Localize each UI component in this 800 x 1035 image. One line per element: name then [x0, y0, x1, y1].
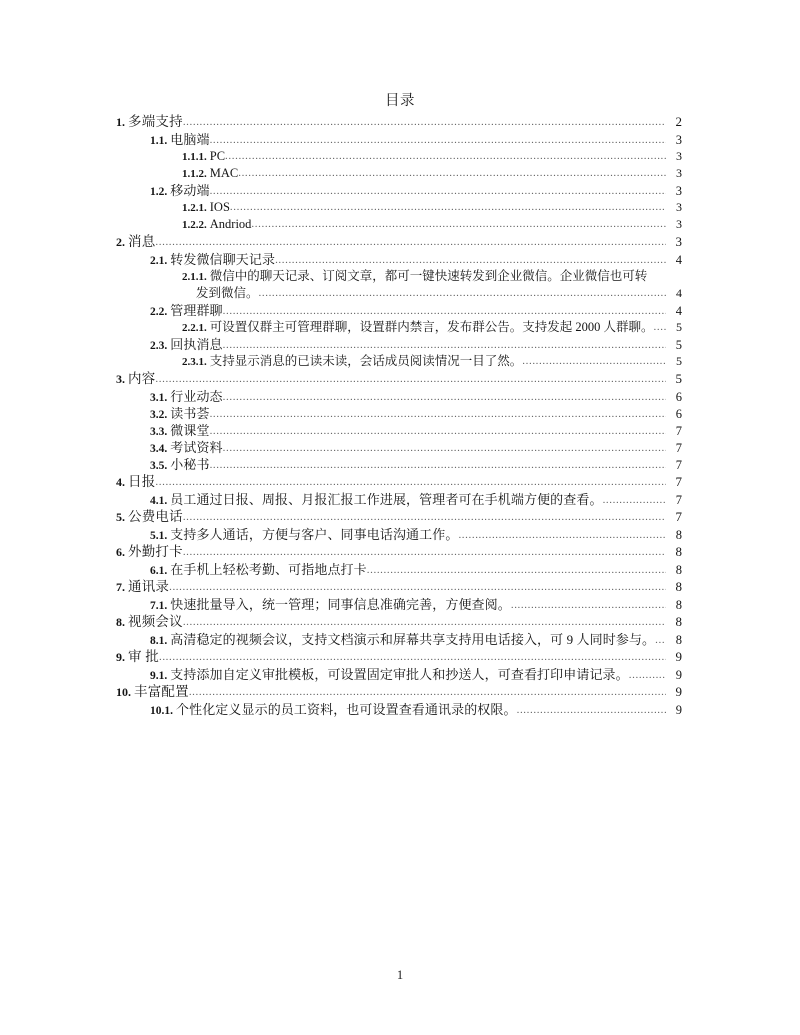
- toc-entry-number: 7.: [116, 580, 125, 594]
- toc-dot-leader: [367, 562, 666, 578]
- toc-entry-text: 公费电话: [128, 509, 183, 524]
- toc-entry-text: 高清稳定的视频会议，支持文档演示和屏幕共享支持用电话接入，可 9 人同时参与。: [170, 632, 656, 647]
- toc-entry-text: 微信中的聊天记录、订阅文章，都可一键快速转发到企业微信。企业微信也可转: [209, 269, 648, 283]
- toc-entry-label: [182, 216, 251, 233]
- toc-entry-label: [150, 336, 223, 353]
- toc-entry-number: 3.5.: [150, 460, 168, 472]
- toc-entry-row: [0, 613, 800, 631]
- toc-dot-leader: [210, 132, 666, 148]
- toc-entry-page-number: 5: [675, 338, 682, 352]
- toc-dot-leader: [259, 285, 666, 302]
- toc-entry-number: 3.: [116, 372, 125, 386]
- toc-entry-row: [0, 131, 800, 148]
- toc-entry-label: [182, 165, 238, 182]
- toc-entry-number: 2.3.: [150, 340, 168, 352]
- toc-entry-label: [150, 422, 210, 439]
- toc-entry-text: 转发微信聊天记录: [170, 252, 276, 267]
- toc-entry[interactable]: [0, 131, 800, 148]
- toc-entry-text: 考试资料: [170, 440, 223, 455]
- toc-entry-number: 6.1.: [150, 565, 168, 577]
- toc-entry-text: 微课堂: [170, 423, 210, 438]
- toc-entry-page-number: 8: [675, 598, 682, 612]
- toc-entry-label: [150, 526, 458, 543]
- toc-entry-label: [150, 666, 629, 683]
- toc-entry[interactable]: [0, 631, 800, 648]
- toc-entry-text: 发到微信。: [196, 286, 259, 300]
- toc-entry-number: 3.4.: [150, 443, 168, 455]
- toc-dot-leader: [183, 113, 666, 131]
- toc-entry-text: 可设置仅群主可管理群聊，设置群内禁言，发布群公告。支持发起 2000 人群聊。: [209, 320, 654, 334]
- toc-entry-text: 支持多人通话，方便与客户、同事电话沟通工作。: [170, 527, 459, 542]
- toc-entry-text: 快速批量导入，统一管理；同事信息准确完善，方便查阅。: [170, 597, 511, 612]
- toc-entry-page-number: 3: [676, 166, 682, 180]
- toc-entry-number: 1.2.1.: [182, 202, 207, 214]
- toc-dot-leader: [210, 183, 666, 199]
- toc-entry-text: 多端支持: [128, 114, 183, 129]
- toc-entry[interactable]: [0, 336, 800, 353]
- toc-entry-number: 8.1.: [150, 635, 168, 647]
- toc-entry-label: [116, 683, 189, 701]
- toc-entry[interactable]: [0, 388, 800, 405]
- toc-entry-row: [0, 199, 800, 216]
- toc-entry-text: 通讯录: [128, 579, 170, 594]
- toc-entry-page-number: 8: [675, 579, 682, 594]
- toc-entry-text: 在手机上轻松考勤、可指地点打卡: [170, 562, 367, 577]
- toc-entry-label: [150, 701, 517, 718]
- toc-dot-leader: [230, 199, 666, 216]
- toc-entry-number: 2.2.: [150, 306, 168, 318]
- toc-entry-number: 2.: [116, 235, 125, 249]
- toc-entry-row: [0, 543, 800, 561]
- toc-entry[interactable]: [0, 182, 800, 199]
- toc-entry-text: 消息: [128, 234, 156, 249]
- toc-entry-page-number: 7: [675, 474, 682, 489]
- toc-entry-text: 日报: [128, 474, 156, 489]
- toc-entry-number: 2.3.1.: [182, 356, 207, 368]
- toc-entry-label: [150, 405, 210, 422]
- toc-dot-leader: [169, 578, 666, 596]
- toc-entry[interactable]: [0, 701, 800, 718]
- toc-entry-label: [150, 439, 223, 456]
- toc-entry-label: [116, 543, 183, 561]
- toc-dot-leader: [183, 543, 666, 561]
- toc-entry-label: [182, 268, 647, 285]
- toc-entry-row: [0, 251, 800, 268]
- toc-dot-leader: [210, 423, 666, 439]
- toc-entry-text: 员工通过日报、周报、月报汇报工作进展，管理者可在手机端方便的查看。: [170, 492, 603, 507]
- toc-entry-page-number: 4: [676, 286, 682, 300]
- toc-entry-text: 移动端: [170, 183, 210, 198]
- toc-entry-row: [0, 285, 800, 302]
- page-title: 目录: [385, 93, 415, 109]
- toc-entry-row: [0, 648, 800, 666]
- toc-dot-leader: [251, 216, 666, 233]
- toc-dot-leader: [655, 632, 666, 648]
- toc-entry-page-number: 8: [675, 544, 682, 559]
- toc-entry-number: 5.1.: [150, 530, 168, 542]
- toc-entry-page-number: 3: [675, 184, 682, 198]
- toc-entry-label: [116, 233, 155, 251]
- toc-entry[interactable]: [0, 405, 800, 422]
- toc-entry-row: [0, 302, 800, 319]
- toc-entry-page-number: 6: [675, 390, 682, 404]
- toc-entry[interactable]: [0, 613, 800, 631]
- toc-entry-page-number: 3: [676, 149, 682, 163]
- toc-dot-leader: [183, 613, 666, 631]
- toc-entry-page-number: 9: [675, 649, 682, 664]
- toc-entry-label: [182, 319, 654, 336]
- toc-entry-text: 外勤打卡: [128, 544, 183, 559]
- toc-entry-text: 内容: [128, 371, 156, 386]
- toc-entry-text: PC: [209, 149, 226, 163]
- toc-entry[interactable]: [0, 302, 800, 319]
- toc-entry[interactable]: [0, 422, 800, 439]
- toc-entry-label: [116, 578, 169, 596]
- toc-entry-row: [0, 353, 800, 370]
- toc-entry[interactable]: [0, 508, 800, 526]
- toc-entry[interactable]: [0, 561, 800, 578]
- toc-entry-row: [0, 319, 800, 336]
- toc-entry-row: [0, 422, 800, 439]
- toc-entry-page-number: 2: [675, 114, 682, 129]
- table-of-contents: [0, 113, 800, 718]
- toc-entry-page-number: 9: [675, 703, 682, 717]
- toc-entry-label: [150, 596, 511, 613]
- toc-dot-leader: [183, 508, 666, 526]
- toc-entry-number: 1.2.: [150, 186, 168, 198]
- toc-entry-label: [150, 456, 210, 473]
- toc-entry-text: 视频会议: [128, 614, 183, 629]
- toc-entry-row: [0, 491, 800, 508]
- toc-dot-leader: [511, 597, 666, 613]
- toc-entry-label: [116, 473, 155, 491]
- toc-entry-page-number: 7: [675, 493, 682, 507]
- toc-entry-row: [0, 701, 800, 718]
- toc-entry-page-number: 7: [675, 458, 682, 472]
- toc-entry-row: [0, 526, 800, 543]
- toc-entry-label: [150, 491, 603, 508]
- toc-entry-text: IOS: [209, 200, 230, 214]
- toc-entry-label: [116, 613, 183, 631]
- toc-entry-number: 8.: [116, 615, 125, 629]
- toc-entry-row: [0, 561, 800, 578]
- toc-dot-leader: [225, 148, 666, 165]
- toc-entry[interactable]: [0, 285, 800, 302]
- toc-entry-page-number: 8: [675, 633, 682, 647]
- toc-entry-row: [0, 631, 800, 648]
- toc-entry[interactable]: [0, 251, 800, 268]
- toc-entry-number: 1.1.: [150, 135, 168, 147]
- toc-entry[interactable]: [0, 491, 800, 508]
- toc-entry[interactable]: [0, 596, 800, 613]
- toc-entry[interactable]: [0, 216, 800, 233]
- toc-entry-text: 小秘书: [170, 457, 210, 472]
- toc-dot-leader: [603, 492, 666, 508]
- toc-dot-leader: [629, 667, 666, 683]
- toc-entry-label: [116, 648, 159, 666]
- toc-entry-page-number: 3: [675, 234, 682, 249]
- toc-entry-number: 10.1.: [150, 705, 173, 717]
- toc-dot-leader: [189, 683, 666, 701]
- toc-entry-row: [0, 216, 800, 233]
- toc-entry-label: [150, 561, 367, 578]
- toc-entry-label: [182, 199, 230, 216]
- toc-dot-leader: [223, 389, 666, 405]
- toc-entry-row: [0, 596, 800, 613]
- toc-entry-label: [150, 302, 223, 319]
- toc-entry-number: 5.: [116, 510, 125, 524]
- toc-entry-page-number: 7: [675, 509, 682, 524]
- toc-entry-label: [150, 131, 210, 148]
- toc-entry-label: [182, 353, 522, 370]
- toc-entry-row: [0, 508, 800, 526]
- toc-entry-page-number: 8: [675, 614, 682, 629]
- toc-entry-row: [0, 233, 800, 251]
- toc-entry-row: [0, 165, 800, 182]
- toc-entry[interactable]: [0, 370, 800, 388]
- toc-entry-text: 支持添加自定义审批模板，可设置固定审批人和抄送人，可查看打印申请记录。: [170, 667, 629, 682]
- toc-entry-row: [0, 439, 800, 456]
- toc-entry-page-number: 4: [675, 304, 682, 318]
- toc-dot-leader: [155, 473, 666, 491]
- toc-entry-number: 1.1.2.: [182, 168, 207, 180]
- toc-entry-number: 1.: [116, 115, 125, 129]
- toc-entry-page-number: 5: [676, 354, 682, 368]
- toc-entry-text: 行业动态: [170, 389, 223, 404]
- toc-entry[interactable]: [0, 456, 800, 473]
- toc-entry-page-number: 7: [675, 424, 682, 438]
- toc-entry-text: 支持显示消息的已读未读，会话成员阅读情况一目了然。: [209, 354, 523, 368]
- toc-dot-leader: [210, 457, 666, 473]
- toc-entry[interactable]: [0, 648, 800, 666]
- toc-dot-leader: [159, 648, 666, 666]
- toc-entry-label: [116, 113, 183, 131]
- toc-entry[interactable]: [0, 683, 800, 701]
- toc-entry-page-number: 9: [675, 668, 682, 682]
- toc-dot-leader: [155, 370, 666, 388]
- toc-entry-text: 管理群聊: [170, 303, 223, 318]
- toc-entry-label: [150, 182, 210, 199]
- toc-entry-text: 回执消息: [170, 337, 223, 352]
- toc-entry-row: [0, 182, 800, 199]
- toc-entry-page-number: 3: [675, 133, 682, 147]
- toc-entry-row: [0, 666, 800, 683]
- toc-entry-label: [116, 370, 155, 388]
- toc-entry-number: 1.1.1.: [182, 151, 207, 163]
- toc-entry-page-number: 4: [675, 253, 682, 267]
- toc-entry[interactable]: [0, 543, 800, 561]
- toc-entry-number: 1.2.2.: [182, 219, 207, 231]
- toc-entry[interactable]: [0, 319, 800, 336]
- toc-entry-text: 个性化定义显示的员工资料，也可设置查看通讯录的权限。: [176, 702, 517, 717]
- toc-entry-page-number: 3: [676, 200, 682, 214]
- toc-entry[interactable]: [0, 199, 800, 216]
- toc-entry-number: 2.2.1.: [182, 322, 207, 334]
- toc-entry-label: [150, 631, 655, 648]
- toc-entry-number: 10.: [116, 685, 131, 699]
- toc-entry-text: 丰富配置: [134, 684, 189, 699]
- toc-dot-leader: [522, 353, 666, 370]
- toc-dot-leader: [654, 319, 666, 336]
- toc-entry-row: [0, 456, 800, 473]
- toc-entry-page-number: 5: [676, 320, 682, 334]
- toc-entry-row: [0, 578, 800, 596]
- toc-entry-number: 3.3.: [150, 426, 168, 438]
- toc-dot-leader: [275, 252, 666, 268]
- toc-entry-label: [116, 508, 183, 526]
- toc-dot-leader: [223, 440, 666, 456]
- toc-entry-number: 2.1.1.: [182, 271, 207, 283]
- toc-dot-leader: [223, 303, 666, 319]
- toc-entry-row: [0, 370, 800, 388]
- toc-entry-page-number: 7: [675, 441, 682, 455]
- toc-entry[interactable]: [0, 666, 800, 683]
- toc-dot-leader: [238, 165, 666, 182]
- toc-entry-row: [0, 405, 800, 422]
- toc-entry-page-number: 8: [675, 528, 682, 542]
- toc-entry-page-number: 8: [675, 563, 682, 577]
- toc-entry[interactable]: [0, 148, 800, 165]
- toc-entry-page-number: 9: [675, 684, 682, 699]
- toc-entry[interactable]: [0, 526, 800, 543]
- toc-entry-row: [0, 336, 800, 353]
- toc-entry[interactable]: [0, 113, 800, 131]
- toc-dot-leader: [223, 337, 666, 353]
- toc-entry[interactable]: [0, 578, 800, 596]
- toc-entry-row: [0, 388, 800, 405]
- toc-entry-number: 4.: [116, 475, 125, 489]
- toc-entry-label: [182, 148, 225, 165]
- toc-entry[interactable]: [0, 268, 800, 285]
- toc-entry-number: 9.: [116, 650, 125, 664]
- toc-entry-row: [0, 683, 800, 701]
- toc-entry-row: [0, 148, 800, 165]
- toc-entry[interactable]: [0, 233, 800, 251]
- toc-dot-leader: [155, 233, 666, 251]
- toc-entry-text: 电脑端: [170, 132, 210, 147]
- toc-entry-number: 3.1.: [150, 392, 168, 404]
- toc-entry[interactable]: [0, 439, 800, 456]
- toc-entry-label: [150, 251, 275, 268]
- toc-entry-text: 读书荟: [170, 406, 210, 421]
- toc-entry-label: [196, 285, 259, 302]
- toc-dot-leader: [458, 527, 666, 543]
- toc-entry-number: 6.: [116, 545, 125, 559]
- toc-entry-text: 审 批: [128, 649, 159, 664]
- footer-page-number: 1: [396, 968, 404, 982]
- toc-entry-number: 4.1.: [150, 495, 168, 507]
- toc-entry-text: MAC: [209, 166, 239, 180]
- toc-entry-page-number: 5: [675, 371, 682, 386]
- toc-entry-label: [150, 388, 223, 405]
- toc-entry-number: 7.1.: [150, 600, 168, 612]
- toc-entry-number: 9.1.: [150, 670, 168, 682]
- toc-entry-number: 2.1.: [150, 255, 168, 267]
- toc-entry[interactable]: [0, 165, 800, 182]
- toc-entry[interactable]: [0, 473, 800, 491]
- toc-entry-row: [0, 113, 800, 131]
- toc-dot-leader: [210, 406, 666, 422]
- toc-dot-leader: [517, 702, 666, 718]
- toc-entry-number: 3.2.: [150, 409, 168, 421]
- toc-entry-row: [0, 473, 800, 491]
- toc-entry-row: [0, 268, 800, 285]
- toc-entry-text: Andriod: [209, 217, 252, 231]
- toc-entry[interactable]: [0, 353, 800, 370]
- toc-entry-page-number: 3: [676, 217, 682, 231]
- toc-entry-page-number: 6: [675, 407, 682, 421]
